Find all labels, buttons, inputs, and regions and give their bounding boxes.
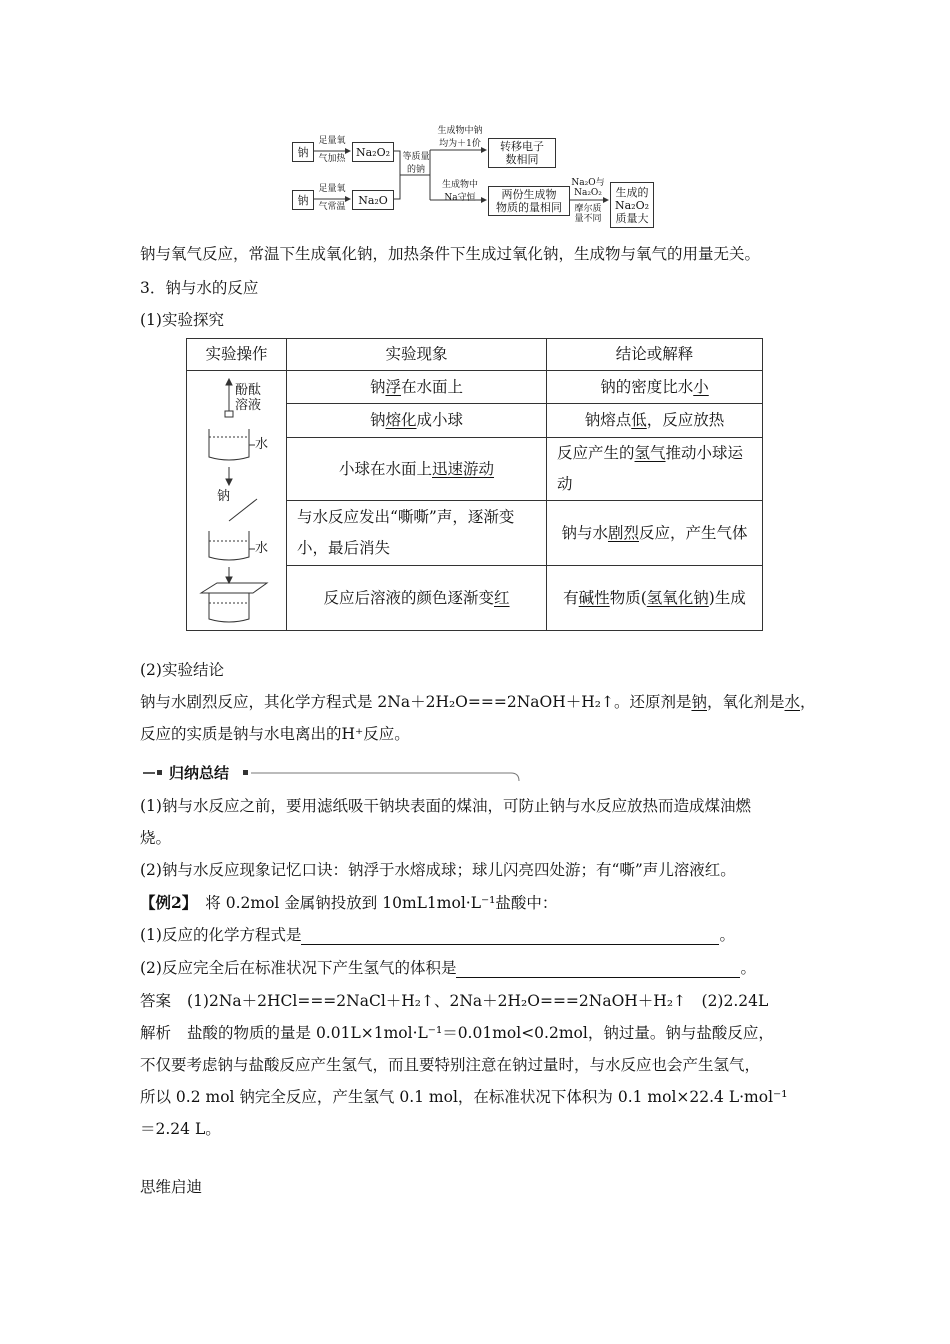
label-line: 溶液	[235, 398, 262, 413]
example-stem	[140, 893, 557, 913]
top-branch-label	[432, 126, 488, 149]
underlined-key-text: 浮	[385, 377, 401, 396]
product-na2o-box	[352, 190, 394, 210]
analysis-line-2: 不仅要考虑钠与盐酸反应产生氢气，而且要特别注意在钠过量时，与水反应也会产生氢气，	[140, 1056, 761, 1074]
answer-label: 答案	[140, 992, 172, 1010]
condition-heat	[314, 136, 350, 164]
note-2: (2)钠与水反应现象记忆口诀：钠浮于水熔成球；球儿闪亮四处游；有“嘶”声儿溶液红。	[140, 861, 736, 879]
text: 盐酸的物质的量是 0.01L×1mol·L⁻¹＝0.01mol<0.2mol，钠过量。钠与盐酸反应，	[187, 1024, 774, 1042]
text: (2)反应完全后在标准状况下产生氢气的体积是	[140, 959, 457, 977]
answer-line	[140, 991, 768, 1011]
text: 钠的密度比水	[600, 377, 694, 396]
water-label-1: 水	[255, 437, 269, 452]
condition-line: 气常温	[318, 202, 346, 212]
text: ，氧化剂是	[706, 693, 785, 711]
product-label: Na₂O	[358, 193, 388, 207]
conclusion-line-1	[140, 692, 816, 712]
header-text: 实验操作	[205, 345, 268, 363]
reducing-agent-answer: 钠	[691, 693, 707, 711]
text: ，反应放热	[646, 411, 725, 430]
label-line: 酚酞	[235, 383, 262, 398]
molar-mass-label	[568, 178, 608, 224]
sodium-label: 钠	[297, 145, 309, 159]
conclusion-cell	[547, 437, 763, 501]
conclusion-cell	[547, 501, 763, 566]
header-text: 结论或解释	[615, 345, 694, 363]
analysis-line-3: 所以 0.2 mol 钠完全反应，产生氢气 0.1 mol，在标准状况下体积为 0.1 mol×22.4 L·mol⁻¹	[140, 1088, 788, 1106]
text: 推动小球运动	[557, 444, 744, 494]
text: 物质(	[609, 588, 647, 607]
header-operation	[187, 339, 287, 371]
equal-mass-label	[398, 152, 434, 175]
text: 。	[740, 959, 756, 977]
phenomenon-cell	[287, 501, 547, 566]
experiment-table	[186, 338, 763, 631]
label-line: Na₂O₂	[574, 188, 602, 198]
underlined-key-text: 低	[631, 411, 647, 430]
equal-moles-box	[488, 186, 570, 216]
phenomenon-cell	[287, 404, 547, 437]
phenomenon-cell	[287, 437, 547, 501]
condition-room-temp	[314, 184, 350, 212]
underlined-key-text: 氢气	[634, 444, 666, 463]
condition-line: 气加热	[318, 154, 346, 164]
experiment-figure	[187, 371, 286, 630]
sodium-box-2	[292, 190, 314, 210]
answer-blank-1[interactable]	[301, 944, 719, 945]
text: 将 0.2mol 金属钠投放到 10mL1mol·L⁻¹盐酸中：	[205, 894, 558, 912]
result-line: 生成的	[615, 185, 649, 199]
answer-text: (1)2Na＋2HCl===2NaCl＋H₂↑、2Na＋2H₂O===2NaOH＋H₂↑ (2)2.24L	[187, 992, 769, 1010]
analysis-line-1	[140, 1023, 774, 1043]
result-line: Na₂O₂	[614, 198, 650, 212]
header-conclusion	[547, 339, 763, 371]
table-header-row	[187, 339, 763, 371]
result-line: 数相同	[505, 153, 539, 166]
text: 反应后溶液的颜色逐渐变	[323, 588, 494, 607]
condition-line: 足量氧	[318, 184, 346, 194]
conclusion-cell	[547, 371, 763, 404]
experiment-figure-cell	[187, 371, 287, 631]
phenomenon-cell	[287, 566, 547, 631]
result-line: 转移电子	[500, 140, 544, 153]
text: 在水面上	[401, 377, 464, 396]
text: 钠熔点	[584, 411, 632, 430]
summary-banner	[143, 762, 520, 784]
product-na2o2-box	[352, 142, 394, 162]
note-1-line-1: (1)钠与水反应之前，要用滤纸吸干钠块表面的煤油，可防止钠与水反应放热而造成煤油燃	[140, 797, 751, 815]
oxygen-summary: 钠与氧气反应，常温下生成氧化钠，加热条件下生成过氧化钠，生成物与氧气的用量无关。	[140, 245, 761, 263]
text: ，	[800, 693, 816, 711]
bottom-branch-label	[432, 180, 488, 203]
table-row	[187, 371, 763, 404]
underlined-key-text: 小	[693, 377, 709, 396]
text: 反应，产生气体	[639, 523, 748, 542]
label-line: 摩尔质	[574, 204, 602, 214]
analysis-label: 解析	[140, 1024, 172, 1042]
text: 有	[563, 588, 579, 607]
label-line: Na₂O与	[571, 178, 605, 188]
text: 与水反应发出“嘶嘶”声，逐渐变小，最后消失	[297, 508, 515, 558]
answer-blank-2[interactable]	[456, 977, 740, 978]
water-label-2: 水	[255, 541, 269, 556]
text: 钠与水剧烈反应，其化学方程式是 2Na＋2H₂O===2NaOH＋H₂↑。还原剂是	[140, 693, 692, 711]
underlined-key-text: 迅速游动	[432, 459, 495, 478]
text: 钠	[369, 411, 386, 430]
conclusion-cell	[547, 566, 763, 631]
text: )生成	[708, 588, 746, 607]
conclusion-line-2: 反应的实质是钠与水电离出的H⁺反应。	[140, 725, 410, 743]
text: 成小球	[416, 411, 464, 430]
question-2	[140, 958, 756, 978]
text: 小球在水面上	[338, 459, 432, 478]
footer-heading: 思维启迪	[140, 1178, 203, 1196]
text: 钠与水	[561, 523, 608, 542]
label-line: 均为＋1价	[439, 139, 481, 149]
sub-heading-conclusion: (2)实验结论	[140, 661, 224, 679]
product-label: Na₂O₂	[355, 145, 391, 159]
text: 钠	[369, 377, 386, 396]
result-line: 质量大	[615, 211, 649, 225]
conclusion-cell	[547, 404, 763, 437]
phenomenon-cell	[287, 371, 547, 404]
analysis-line-4: ＝2.24 L。	[140, 1120, 221, 1138]
label-line: Na守恒	[444, 193, 476, 203]
section-heading-3: 3．钠与水的反应	[140, 279, 259, 297]
label-line: 量不同	[574, 214, 602, 224]
final-result-box	[610, 182, 654, 228]
sodium-box-1	[292, 142, 314, 162]
text: (1)反应的化学方程式是	[140, 926, 302, 944]
sodium-label: 钠	[217, 489, 231, 504]
result-line: 物质的量相同	[496, 201, 562, 214]
sodium-label: 钠	[297, 193, 309, 207]
sodium-oxygen-flow-diagram	[280, 122, 680, 234]
result-line: 两份生成物	[501, 188, 557, 201]
indicator-label	[235, 383, 261, 413]
oxidizing-agent-answer: 水	[784, 693, 801, 711]
label-line: 的钠	[406, 165, 425, 175]
condition-line: 足量氧	[318, 136, 346, 146]
example-tag: 【例2】	[140, 893, 198, 912]
header-phenomenon	[287, 339, 547, 371]
underlined-key-text: 熔化	[385, 411, 417, 430]
question-1	[140, 925, 735, 945]
note-1-line-2: 烧。	[140, 829, 172, 847]
text: 反应产生的	[557, 444, 635, 463]
electron-transfer-box	[488, 138, 556, 168]
underlined-key-text: 红	[494, 588, 510, 607]
label-line: 等质量	[402, 152, 430, 162]
sub-heading-experiment: (1)实验探究	[140, 311, 224, 329]
text: 。	[719, 926, 735, 944]
label-line: 生成物中	[441, 180, 478, 190]
banner-title: 归纳总结	[169, 764, 230, 782]
underlined-key-text: 剧烈	[607, 523, 639, 542]
label-line: 生成物中钠	[437, 126, 483, 136]
underlined-key-text: 碱性	[578, 588, 610, 607]
underlined-key-text: 氢氧化钠	[646, 588, 709, 607]
header-text: 实验现象	[385, 345, 448, 363]
